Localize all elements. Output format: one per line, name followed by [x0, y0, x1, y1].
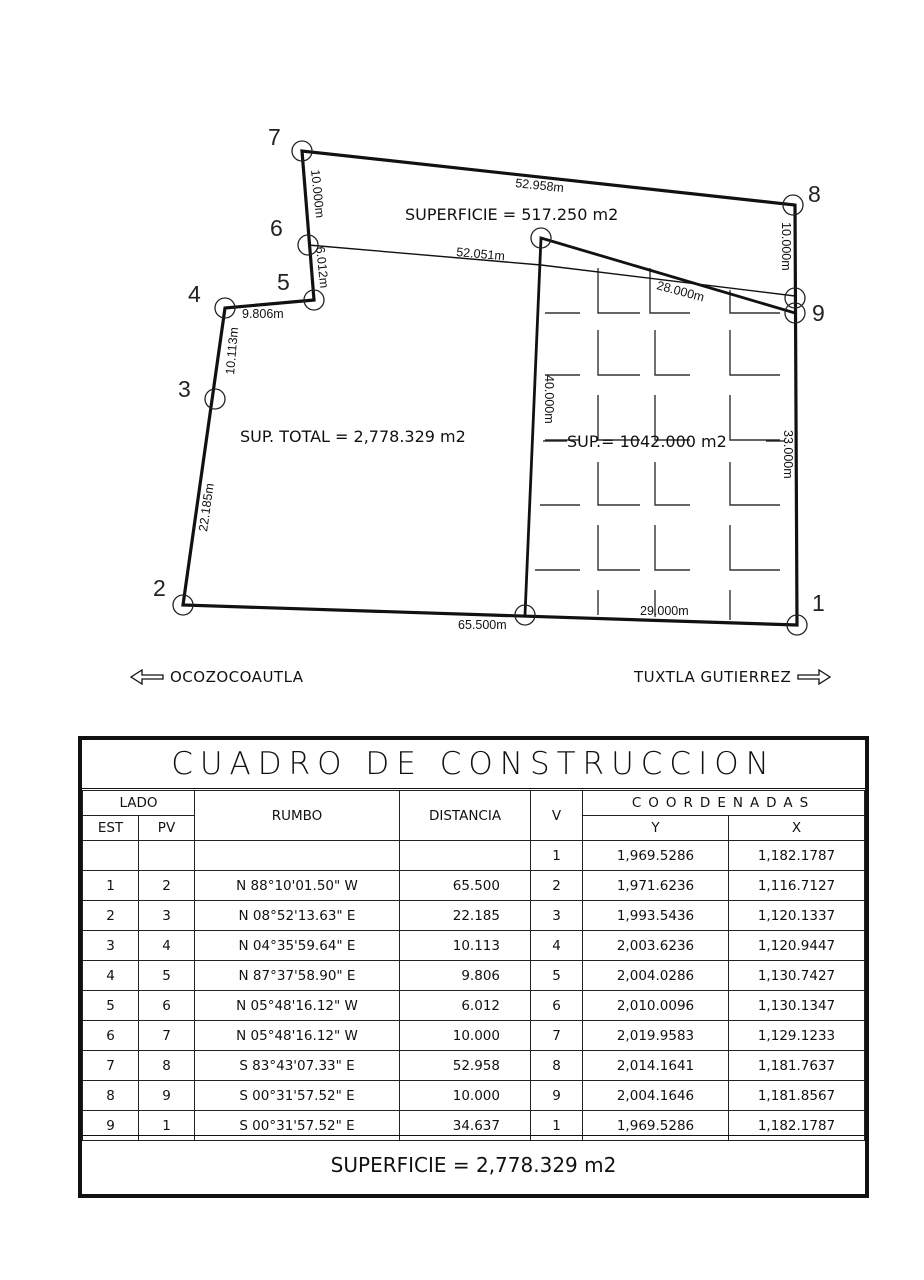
- cell-rumbo: S 00°31'57.52" E: [195, 1111, 400, 1141]
- cell-rumbo: N 87°37'58.90" E: [195, 961, 400, 991]
- side-2-3-length: 22.185m: [196, 482, 217, 533]
- cell-x: 1,120.1337: [729, 901, 865, 931]
- cell-rumbo: N 05°48'16.12" W: [195, 991, 400, 1021]
- vertex-3-marker: [205, 389, 225, 409]
- header-lado: LADO: [83, 791, 195, 816]
- cell-x: 1,182.1787: [729, 1111, 865, 1141]
- arrow-left-icon: [130, 669, 164, 685]
- side-8-9-length: 10.000m: [779, 222, 793, 271]
- cell-y: 2,004.0286: [583, 961, 729, 991]
- header-rumbo: RUMBO: [195, 791, 400, 841]
- cell-x: 1,120.9447: [729, 931, 865, 961]
- cell-distancia: 34.637: [400, 1111, 531, 1141]
- cell-v: 4: [531, 931, 583, 961]
- vertex-label-1: 1: [812, 590, 825, 616]
- table-row: [83, 1081, 865, 1111]
- table-row: [83, 1021, 865, 1051]
- cell-est: 5: [83, 991, 139, 1021]
- cell-pv: 5: [139, 961, 195, 991]
- cell-v: 2: [531, 871, 583, 901]
- cell-est: 9: [83, 1111, 139, 1141]
- cell-x: 1,130.1347: [729, 991, 865, 1021]
- sup-right-label: SUP.= 1042.000 m2: [567, 432, 727, 451]
- cell-distancia: 9.806: [400, 961, 531, 991]
- side-9-1-length: 33.000m: [781, 430, 795, 479]
- cell-x: 1,181.8567: [729, 1081, 865, 1111]
- vertex-label-4: 4: [188, 281, 201, 307]
- superficie-total: SUPERFICIE = 2,778.329 m2: [82, 1135, 865, 1194]
- cell-v: 3: [531, 901, 583, 931]
- header-pv: PV: [139, 816, 195, 841]
- cell-y: 1,993.5436: [583, 901, 729, 931]
- direction-right: [634, 668, 831, 686]
- cell-x: 1,182.1787: [729, 841, 865, 871]
- cell-pv: 9: [139, 1081, 195, 1111]
- cell-y: 1,971.6236: [583, 871, 729, 901]
- construction-grid: [82, 790, 865, 1141]
- cell-est: [83, 841, 139, 871]
- cell-distancia: 22.185: [400, 901, 531, 931]
- cell-pv: 3: [139, 901, 195, 931]
- interior-lines: [308, 245, 795, 296]
- side-6-7-length: 10.000m: [308, 168, 328, 219]
- cell-distancia: 52.958: [400, 1051, 531, 1081]
- cell-est: 2: [83, 901, 139, 931]
- side-6-int-length: 52.051m: [455, 245, 506, 264]
- vertex-label-5: 5: [277, 269, 290, 295]
- direction-left: [130, 668, 304, 686]
- cell-distancia: 10.000: [400, 1081, 531, 1111]
- cell-x: 1,130.7427: [729, 961, 865, 991]
- direction-left-label: OCOZOCOAUTLA: [170, 668, 304, 686]
- cell-y: 2,003.6236: [583, 931, 729, 961]
- cell-x: 1,129.1233: [729, 1021, 865, 1051]
- cell-distancia: 65.500: [400, 871, 531, 901]
- cell-distancia: 10.000: [400, 1021, 531, 1051]
- cell-est: 7: [83, 1051, 139, 1081]
- vertex-label-9: 9: [812, 300, 825, 326]
- table-row: [83, 901, 865, 931]
- cell-rumbo: N 08°52'13.63" E: [195, 901, 400, 931]
- table-row: [83, 991, 865, 1021]
- cell-y: 2,010.0096: [583, 991, 729, 1021]
- superficie-top-label: SUPERFICIE = 517.250 m2: [405, 205, 619, 224]
- cell-pv: 2: [139, 871, 195, 901]
- table-title: CUADRO DE CONSTRUCCION: [82, 740, 865, 789]
- side-bottom-right-length: 29.000m: [640, 604, 689, 618]
- cell-y: 1,969.5286: [583, 841, 729, 871]
- cell-distancia: 10.113: [400, 931, 531, 961]
- vertex-label-3: 3: [178, 376, 191, 402]
- cell-est: 4: [83, 961, 139, 991]
- cell-y: 2,014.1641: [583, 1051, 729, 1081]
- table-row: [83, 1051, 865, 1081]
- cell-rumbo: N 04°35'59.64" E: [195, 931, 400, 961]
- side-7-8-length: 52.958m: [514, 176, 565, 196]
- cell-rumbo: [195, 841, 400, 871]
- side-int-down-length: 40.000m: [542, 375, 556, 424]
- cell-rumbo: S 83°43'07.33" E: [195, 1051, 400, 1081]
- cell-y: 2,019.9583: [583, 1021, 729, 1051]
- side-1-2-length: 65.500m: [458, 618, 507, 632]
- cell-pv: 8: [139, 1051, 195, 1081]
- side-4-5-length: 9.806m: [242, 307, 284, 321]
- cell-v: 1: [531, 1111, 583, 1141]
- side-int-9-length: 28.000m: [655, 278, 706, 305]
- cell-rumbo: N 88°10'01.50" W: [195, 871, 400, 901]
- cell-pv: 4: [139, 931, 195, 961]
- cell-est: 3: [83, 931, 139, 961]
- cell-v: 6: [531, 991, 583, 1021]
- cell-y: 2,004.1646: [583, 1081, 729, 1111]
- cell-x: 1,181.7637: [729, 1051, 865, 1081]
- cell-est: 6: [83, 1021, 139, 1051]
- cell-v: 9: [531, 1081, 583, 1111]
- header-x: X: [729, 816, 865, 841]
- side-5-6-length: 6.012m: [313, 245, 332, 289]
- cell-distancia: [400, 841, 531, 871]
- header-est: EST: [83, 816, 139, 841]
- table-row: [83, 961, 865, 991]
- direction-right-label: TUXTLA GUTIERREZ: [634, 668, 792, 686]
- construction-table: [78, 736, 869, 1198]
- cell-rumbo: N 05°48'16.12" W: [195, 1021, 400, 1051]
- cell-v: 7: [531, 1021, 583, 1051]
- cell-pv: 6: [139, 991, 195, 1021]
- cell-est: 1: [83, 871, 139, 901]
- table-row: [83, 841, 865, 871]
- cell-pv: 1: [139, 1111, 195, 1141]
- cell-y: 1,969.5286: [583, 1111, 729, 1141]
- cell-x: 1,116.7127: [729, 871, 865, 901]
- cell-v: 8: [531, 1051, 583, 1081]
- sup-total-label: SUP. TOTAL = 2,778.329 m2: [240, 427, 466, 446]
- side-3-4-length: 10.113m: [223, 326, 242, 376]
- cell-v: 5: [531, 961, 583, 991]
- header-y: Y: [583, 816, 729, 841]
- cell-pv: [139, 841, 195, 871]
- cell-v: 1: [531, 841, 583, 871]
- table-row: [83, 931, 865, 961]
- arrow-right-icon: [797, 669, 831, 685]
- table-row: [83, 871, 865, 901]
- vertex-label-6: 6: [270, 215, 283, 241]
- vertex-label-8: 8: [808, 181, 821, 207]
- header-distancia: DISTANCIA: [400, 791, 531, 841]
- vertex-label-7: 7: [268, 124, 281, 150]
- cell-pv: 7: [139, 1021, 195, 1051]
- cell-rumbo: S 00°31'57.52" E: [195, 1081, 400, 1111]
- right-parcel-outline: [525, 238, 795, 615]
- cell-est: 8: [83, 1081, 139, 1111]
- cell-distancia: 6.012: [400, 991, 531, 1021]
- header-coordenadas: COORDENADAS: [583, 791, 865, 816]
- header-v: V: [531, 791, 583, 841]
- vertex-label-2: 2: [153, 575, 166, 601]
